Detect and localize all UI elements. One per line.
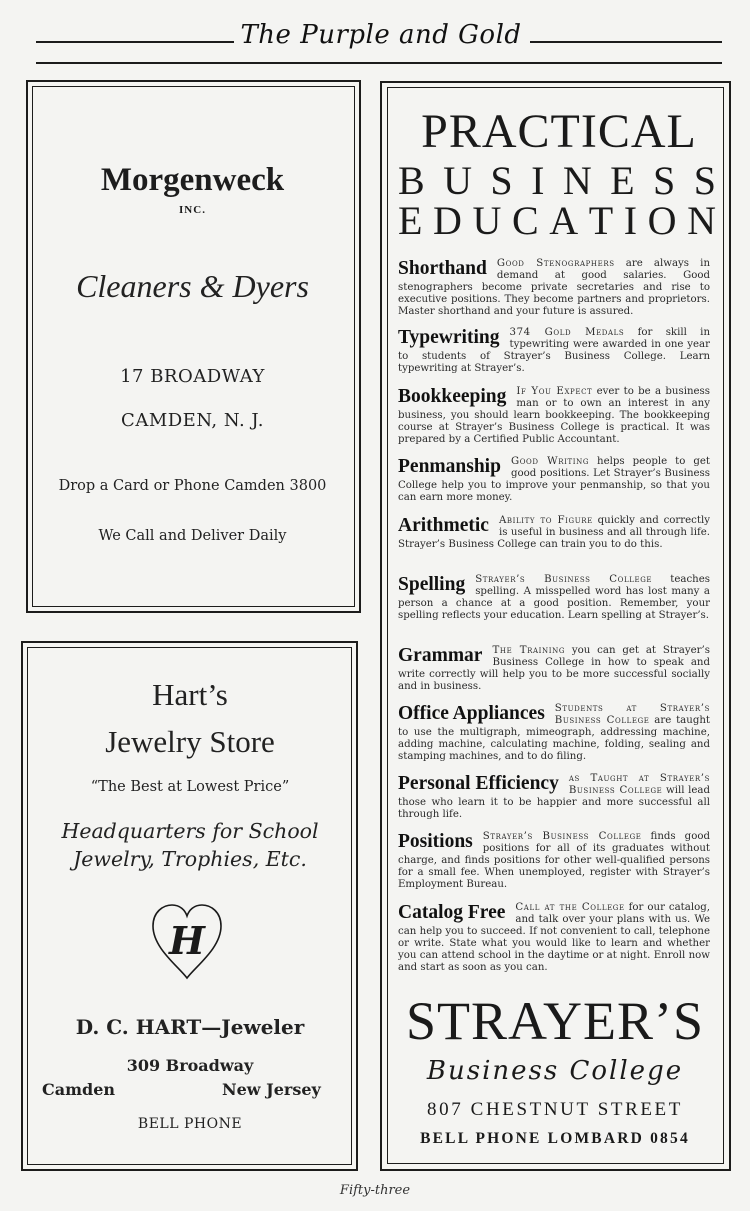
header-rule-full	[36, 62, 722, 64]
headline-letter: B	[398, 158, 425, 203]
morgenweck-name: Morgenweck	[100, 162, 285, 198]
morgenweck-address-city: CAMDEN, N. J.	[121, 410, 264, 431]
headline-practical: PRACTICAL	[421, 105, 697, 158]
course-grammar	[398, 645, 710, 693]
course-lead: as Taught at Strayer’s Business College	[568, 773, 710, 797]
course-lead: Strayer’s Business College	[482, 831, 642, 842]
headline-letter: N	[687, 198, 716, 243]
headline-letter: A	[549, 198, 579, 243]
course-heading: Personal Efficiency	[398, 773, 559, 794]
course-heading: Shorthand	[398, 258, 487, 279]
course-positions	[398, 831, 710, 891]
headline-letter: N	[562, 158, 592, 203]
page-number: Fifty-three	[339, 1183, 411, 1198]
headline-letter: U	[472, 198, 502, 243]
strayers-phone: BELL PHONE LOMBARD 0854	[420, 1130, 690, 1147]
headline-letter: D	[433, 198, 462, 243]
morgenweck-address-street: 17 BROADWAY	[120, 366, 265, 387]
course-lead: 374 Gold Medals	[509, 327, 625, 338]
headline-letter: O	[647, 198, 677, 243]
course-penmanship	[398, 456, 710, 504]
hart-jeweler-name: D. C. HART—Jeweler	[75, 1015, 305, 1039]
course-text: teaches spelling. A misspelled word has lost many a person a chance at a good position. Remember, your spelling reflects your education. Learn spelling at Strayer’s.	[398, 574, 710, 622]
headline-letter: S	[490, 158, 513, 203]
headline-letter: I	[623, 198, 638, 243]
headline-education	[398, 197, 716, 244]
course-typewriting	[398, 327, 710, 375]
headline-letter: T	[588, 198, 614, 243]
strayers-name: STRAYER’S	[405, 991, 705, 1051]
course-lead: Ability to Figure	[498, 515, 593, 526]
morgenweck-suffix: INC.	[179, 204, 206, 216]
course-heading: Spelling	[398, 574, 466, 595]
course-catalog-free	[398, 902, 710, 975]
hart-title-line2: Jewelry Store	[105, 724, 275, 759]
course-text: are always in demand at good salaries. Good stenographers become private secretaries and rise to executive positions. They become partners and proprietors. Master shorthand and your future is assured.	[398, 258, 711, 318]
hart-title-line1: Hart’s	[152, 677, 228, 712]
hart-slogan: “The Best at Lowest Price”	[90, 779, 290, 795]
course-shorthand	[398, 258, 710, 318]
headline-letter: S	[653, 158, 676, 203]
course-personal-efficiency	[398, 773, 710, 821]
strayers-address: 807 CHESTNUT STREET	[427, 1099, 683, 1120]
course-arithmetic	[398, 515, 710, 551]
course-bookkeeping	[398, 386, 710, 446]
hart-tagline-line1: Headquarters for School	[61, 819, 319, 843]
course-text: ever to be a business man or to own an interest in any business, you should learn bookkeeping. The bookkeeping course at Strayer’s Business College is practical. It was prepared by a Certified Public Accountant.	[398, 386, 710, 446]
course-heading: Bookkeeping	[398, 386, 507, 407]
headline-letter: E	[398, 198, 423, 243]
course-lead: Students at Strayer’s Business College	[554, 703, 710, 727]
hart-city: Camden	[42, 1080, 116, 1099]
course-heading: Grammar	[398, 645, 483, 666]
course-heading: Catalog Free	[398, 902, 506, 923]
headline-letter: U	[443, 158, 472, 203]
course-heading: Office Appliances	[398, 703, 545, 724]
hart-phone: BELL PHONE	[137, 1116, 243, 1132]
course-office-appliances	[398, 703, 710, 763]
headline-letter: I	[531, 158, 545, 203]
headline-letter: S	[693, 158, 716, 203]
course-text: helps people to get good positions. Let Strayer’s Business College help you to improve your penmanship, so that you can earn more money.	[398, 456, 710, 504]
course-text: for skill in typewriting were awarded in one year to students of Strayer’s Business College. Learn typewriting at Strayer’s.	[398, 327, 710, 375]
morgenweck-trade: Cleaners & Dyers	[76, 268, 309, 304]
course-lead: Good Writing	[510, 456, 590, 467]
hart-state: New Jersey	[222, 1080, 321, 1099]
course-text: you can get at Strayer’s Business College in how to speak and write correctly will help you to be more successful socially and in business.	[398, 645, 710, 693]
header-rule-left	[36, 41, 234, 43]
hart-tagline-line2: Jewelry, Trophies, Etc.	[73, 847, 307, 871]
course-text: for our catalog, and talk over your plans with us. We can help you to succeed. If not convenient to call, telephone or write. State what you would like to learn and whether you can attend school in the daytime or at night. Enroll now and start as soon as you can.	[398, 902, 710, 974]
course-spelling	[398, 574, 710, 622]
course-text: finds good positions for all of its graduates without charge, and finds positions for other well-qualified persons for a small fee. When unemployed, register with Strayer’s Employment Bureau.	[398, 831, 710, 891]
monogram-letter-h: H	[169, 918, 205, 963]
course-text: are taught to use the multigraph, mimeograph, addressing machine, adding machine, calculating machine, folding, sealing and stamping machines, and to do filing.	[398, 715, 710, 763]
course-text: quickly and correctly is useful in business and all through life. Strayer’s Business College can train you to do this.	[398, 515, 710, 551]
course-heading: Positions	[398, 831, 473, 852]
course-lead: Good Stenographers	[496, 258, 615, 269]
course-heading: Typewriting	[398, 327, 500, 348]
course-lead: Call at the College	[515, 902, 625, 913]
hart-street: 309 Broadway	[126, 1056, 254, 1075]
course-lead: The Training	[492, 645, 566, 656]
course-heading: Penmanship	[398, 456, 501, 477]
course-heading: Arithmetic	[398, 515, 489, 536]
morgenweck-contact: Drop a Card or Phone Camden 3800	[58, 478, 327, 494]
headline-letter: E	[610, 158, 635, 203]
heart-monogram-logo	[150, 902, 224, 982]
headline-letter: C	[511, 198, 539, 243]
page-header-title: The Purple and Gold	[240, 20, 522, 50]
morgenweck-service: We Call and Deliver Daily	[98, 528, 287, 544]
header-rule-right	[530, 41, 722, 43]
strayers-subtitle: Business College	[426, 1056, 684, 1086]
course-lead: If You Expect	[516, 386, 593, 397]
course-lead: Strayer’s Business College	[475, 574, 653, 585]
course-text: will lead those who learn it to be happier and more successful all through life.	[398, 785, 710, 821]
